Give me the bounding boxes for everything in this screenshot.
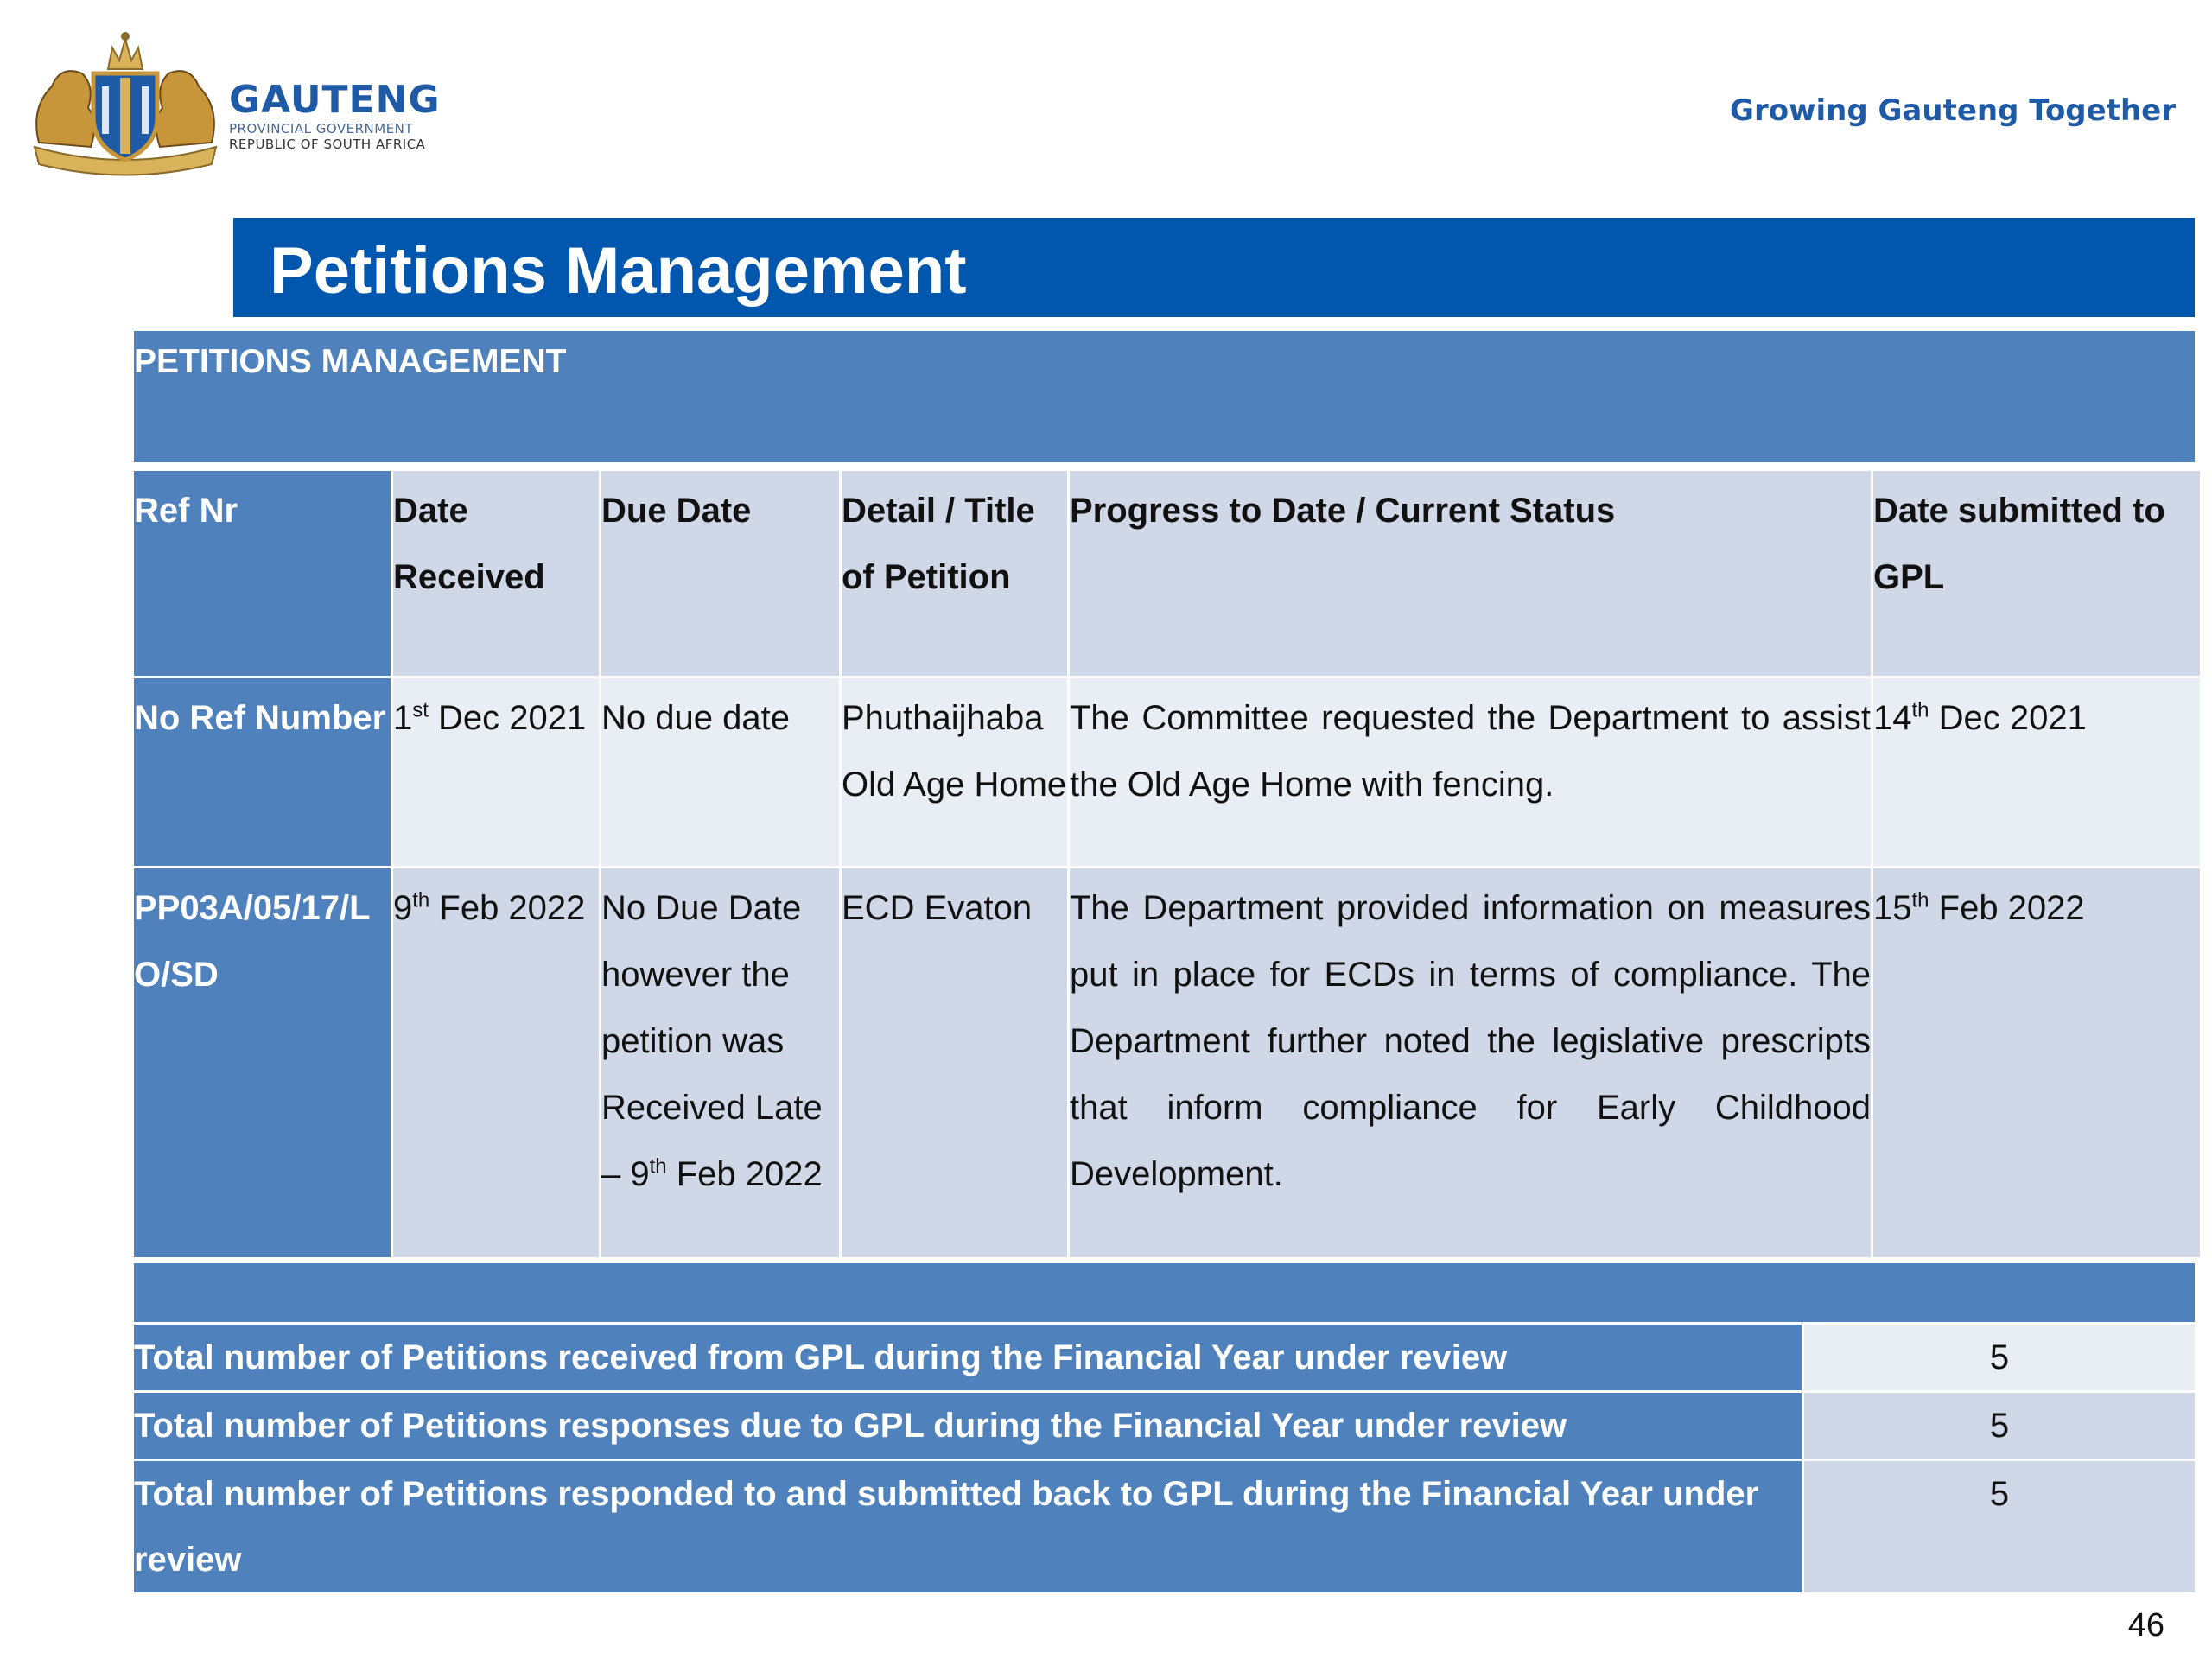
brand-block (229, 79, 441, 152)
brand-line-1: PROVINCIAL GOVERNMENT (229, 121, 414, 137)
totals-row (134, 1461, 2195, 1592)
cell-ref: PP03A/05/17/L O/SD (134, 868, 391, 1257)
petitions-table (131, 468, 2202, 1260)
totals-value: 5 (1804, 1393, 2195, 1459)
cell-date-received: 1st Dec 2021 (393, 678, 599, 866)
totals-label: Total number of Petitions responses due to GPL during the Financial Year under review (134, 1393, 1802, 1459)
cell-detail: Phuthaijhaba Old Age Home (842, 678, 1067, 866)
header-due-date: Due Date (601, 471, 839, 676)
title-bar (233, 218, 2195, 317)
cell-date-submitted: 15th Feb 2022 (1873, 868, 2200, 1257)
totals-label: Total number of Petitions responded to and submitted back to GPL during the Financial Year under review (134, 1461, 1802, 1592)
cell-detail: ECD Evaton (842, 868, 1067, 1257)
cell-due-date: No Due Date however the petition was Received Late – 9th Feb 2022 (601, 868, 839, 1257)
coat-of-arms-icon (26, 26, 225, 177)
tagline: Growing Gauteng Together (1730, 93, 2176, 128)
page-title: Petitions Management (270, 234, 967, 308)
cell-date-received: 9th Feb 2022 (393, 868, 599, 1257)
table-divider-bar (134, 1263, 2195, 1322)
cell-progress: The Department provided information on measures put in place for ECDs in terms of compliance. The Department further noted the legislative prescripts that inform compliance for Early Childhood Development. (1070, 868, 1871, 1257)
table-header-row (134, 471, 2200, 676)
brand-name: GAUTENG (229, 78, 441, 122)
header-progress: Progress to Date / Current Status (1070, 471, 1871, 676)
cell-date-submitted: 14th Dec 2021 (1873, 678, 2200, 866)
totals-table (134, 1325, 2195, 1595)
totals-label: Total number of Petitions received from GPL during the Financial Year under review (134, 1325, 1802, 1390)
totals-value: 5 (1804, 1325, 2195, 1390)
totals-row (134, 1325, 2195, 1390)
cell-progress: The Committee requested the Department to assist the Old Age Home with fencing. (1070, 678, 1871, 866)
cell-ref: No Ref Number (134, 678, 391, 866)
brand-line-2: REPUBLIC OF SOUTH AFRICA (229, 137, 426, 152)
table-row (134, 678, 2200, 866)
header-ref: Ref Nr (134, 471, 391, 676)
table-row (134, 868, 2200, 1257)
header-date-received: Date Received (393, 471, 599, 676)
header-date-submitted: Date submitted to GPL (1873, 471, 2200, 676)
page-number: 46 (2127, 1607, 2164, 1643)
header-detail: Detail / Title of Petition (842, 471, 1067, 676)
section-title: PETITIONS MANAGEMENT (134, 343, 567, 380)
totals-value: 5 (1804, 1461, 2195, 1592)
section-header (134, 331, 2195, 462)
cell-due-date: No due date (601, 678, 839, 866)
totals-row (134, 1393, 2195, 1459)
